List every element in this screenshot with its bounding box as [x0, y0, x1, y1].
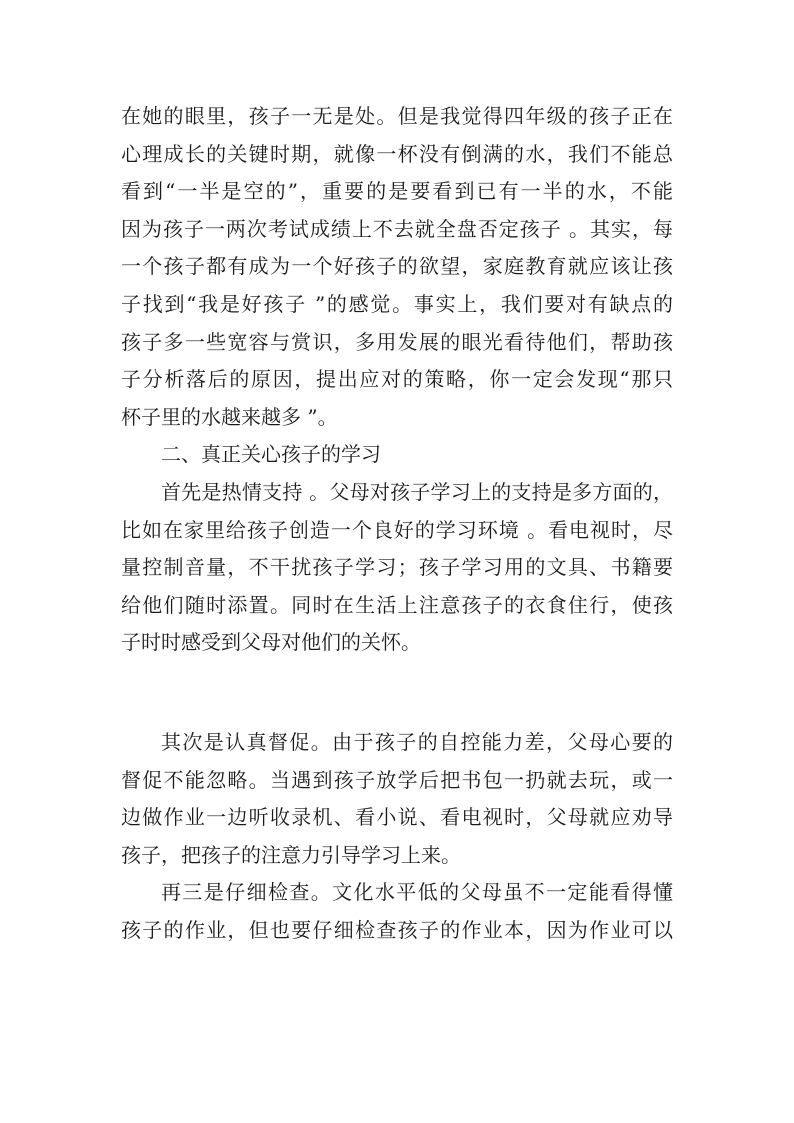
paragraph-1 [121, 98, 673, 436]
document-page [121, 98, 673, 949]
paragraph-line: 一个孩子都有成为一个好孩子的欲望，家庭教育就应该让孩 [121, 254, 673, 279]
paragraph-line: 孩子的作业，但也要仔细检查孩子的作业本，因为作业可以 [121, 917, 673, 942]
paragraph-line: 心理成长的关键时期，就像一杯没有倒满的水，我们不能总 [121, 141, 673, 166]
paragraph-spacer [121, 662, 673, 724]
paragraph-line: 给他们随时添置。同时在生活上注意孩子的衣食住行，使孩 [121, 592, 673, 617]
paragraph-line: 督促不能忽略。当遇到孩子放学后把书包一扔就去玩，或一 [121, 767, 673, 792]
paragraph-line: 子分析落后的原因，提出应对的策略，你一定会发现“那只 [121, 367, 673, 392]
paragraph-line: 因为孩子一两次考试成绩上不去就全盘否定孩子 。其实，每 [121, 216, 673, 241]
paragraph-line: 首先是热情支持 。父母对孩子学习上的支持是多方面的， [161, 479, 673, 504]
paragraph-line: 边做作业一边听收录机、看小说、看电视时，父母就应劝导 [121, 805, 673, 830]
paragraph-3 [121, 724, 673, 874]
paragraph-line: 看到“一半是空的”，重要的是要看到已有一半的水，不能 [121, 179, 673, 204]
paragraph-line: 在她的眼里，孩子一无是处。但是我觉得四年级的孩子正在 [121, 104, 673, 128]
paragraph-line: 子找到“我是好孩子 ”的感觉。事实上，我们要对有缺点的 [121, 291, 673, 316]
paragraph-2 [121, 474, 673, 662]
paragraph-line: 其次是认真督促。由于孩子的自控能力差，父母心要的 [161, 729, 673, 754]
section-heading: 二、真正关心孩子的学习 [161, 442, 381, 467]
paragraph-line: 量控制音量，不干扰孩子学习；孩子学习用的文具、书籍要 [121, 555, 673, 580]
paragraph-line: 再三是仔细检查。文化水平低的父母虽不一定能看得懂 [161, 880, 673, 905]
paragraph-line: 孩子，把孩子的注意力引导学习上来。 [121, 842, 461, 867]
paragraph-line: 子时时感受到父母对他们的关怀。 [121, 630, 421, 655]
paragraph-4 [121, 874, 673, 949]
paragraph-line: 杯子里的水越来越多 ”。 [121, 404, 338, 429]
paragraph-line: 孩子多一些宽容与赏识，多用发展的眼光看待他们，帮助孩 [121, 329, 673, 354]
paragraph-line: 比如在家里给孩子创造一个良好的学习环境 。看电视时，尽 [121, 517, 673, 542]
